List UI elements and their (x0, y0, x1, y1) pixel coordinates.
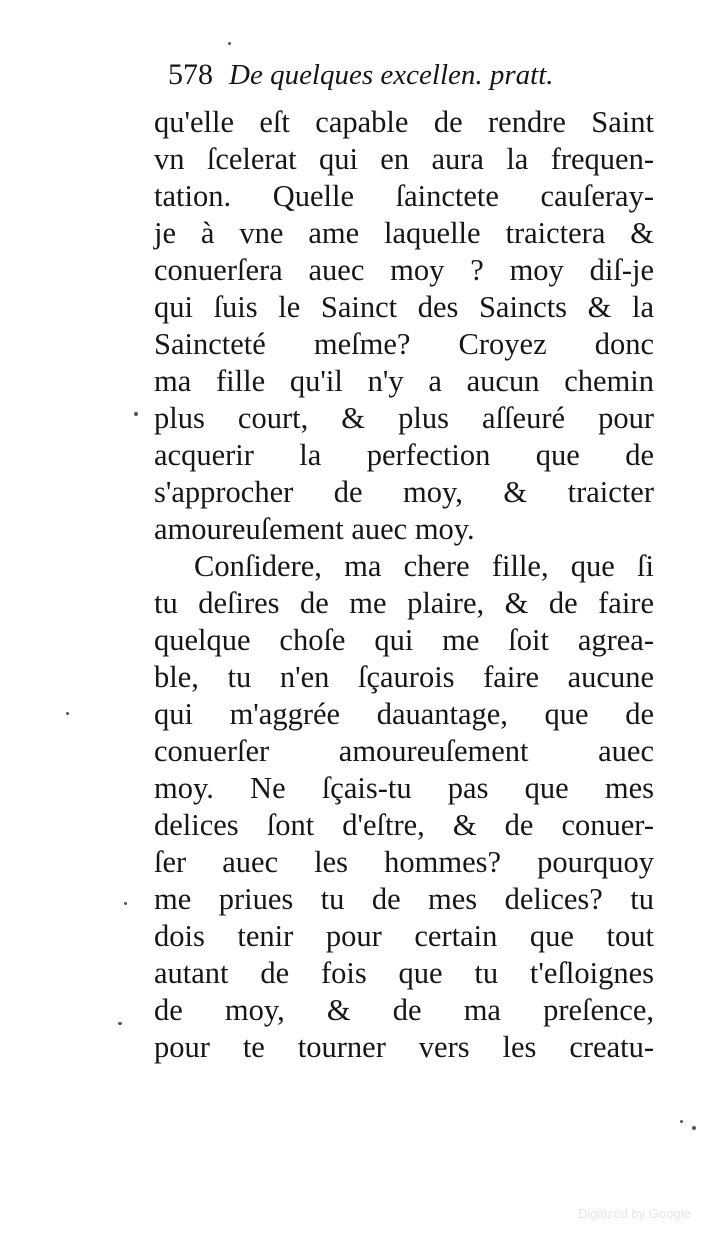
text-line: moy. Ne ſçais-tu pas que mes (154, 771, 654, 805)
text-line: je à vne ame laquelle traictera & (154, 216, 654, 250)
scan-speck (124, 902, 127, 905)
text-line: conuerſer amoureuſement auec (154, 734, 654, 768)
text-line: qui ſuis le Sainct des Saincts & la (154, 290, 654, 324)
scan-speck (134, 412, 138, 416)
text-line: tu deſires de me plaire, & de faire (154, 586, 654, 620)
text-line: delices ſont d'eſtre, & de conuer- (154, 808, 654, 842)
text-line: Saincteté meſme? Croyez donc (154, 327, 654, 361)
text-line: autant de fois que tu t'eſloignes (154, 956, 654, 990)
text-line: s'approcher de moy, & traicter (154, 475, 654, 509)
text-line: me priues tu de mes delices? tu (154, 882, 654, 916)
watermark: Digitized by Google (578, 1206, 691, 1221)
text-line: tation. Quelle ſainctete cauſeray- (154, 179, 654, 213)
page-header (168, 58, 554, 92)
text-line: acquerir la perfection que de (154, 438, 654, 472)
text-line: qui m'aggrée dauantage, que de (154, 697, 654, 731)
text-line: ble, tu n'en ſçaurois faire aucune (154, 660, 654, 694)
text-line: vn ſcelerat qui en aura la frequen- (154, 142, 654, 176)
running-head: De quelques excellen. pratt. (229, 59, 554, 91)
text-line: de moy, & de ma preſence, (154, 993, 654, 1027)
text-line: qu'elle eſt capable de rendre Saint (154, 105, 654, 139)
scan-speck (228, 42, 231, 45)
text-line: quelque choſe qui me ſoit agrea- (154, 623, 654, 657)
text-line: conuerſera auec moy ? moy diſ-je (154, 253, 654, 287)
paragraph-start-line: Conſidere, ma chere fille, que ſi (194, 549, 654, 583)
text-line: plus court, & plus aſſeuré pour (154, 401, 654, 435)
scan-speck (680, 1120, 683, 1123)
paragraph-end-line: amoureuſement auec moy. (154, 512, 475, 546)
scan-speck (118, 1022, 122, 1025)
scan-speck (692, 1126, 696, 1130)
body-text (154, 104, 654, 1066)
text-line: ſer auec les hommes? pourquoy (154, 845, 654, 879)
scan-speck (66, 712, 69, 715)
text-line: dois tenir pour certain que tout (154, 919, 654, 953)
text-line: ma fille qu'il n'y a aucun chemin (154, 364, 654, 398)
page-number: 578 (168, 58, 213, 91)
text-line: pour te tourner vers les creatu- (154, 1030, 654, 1064)
